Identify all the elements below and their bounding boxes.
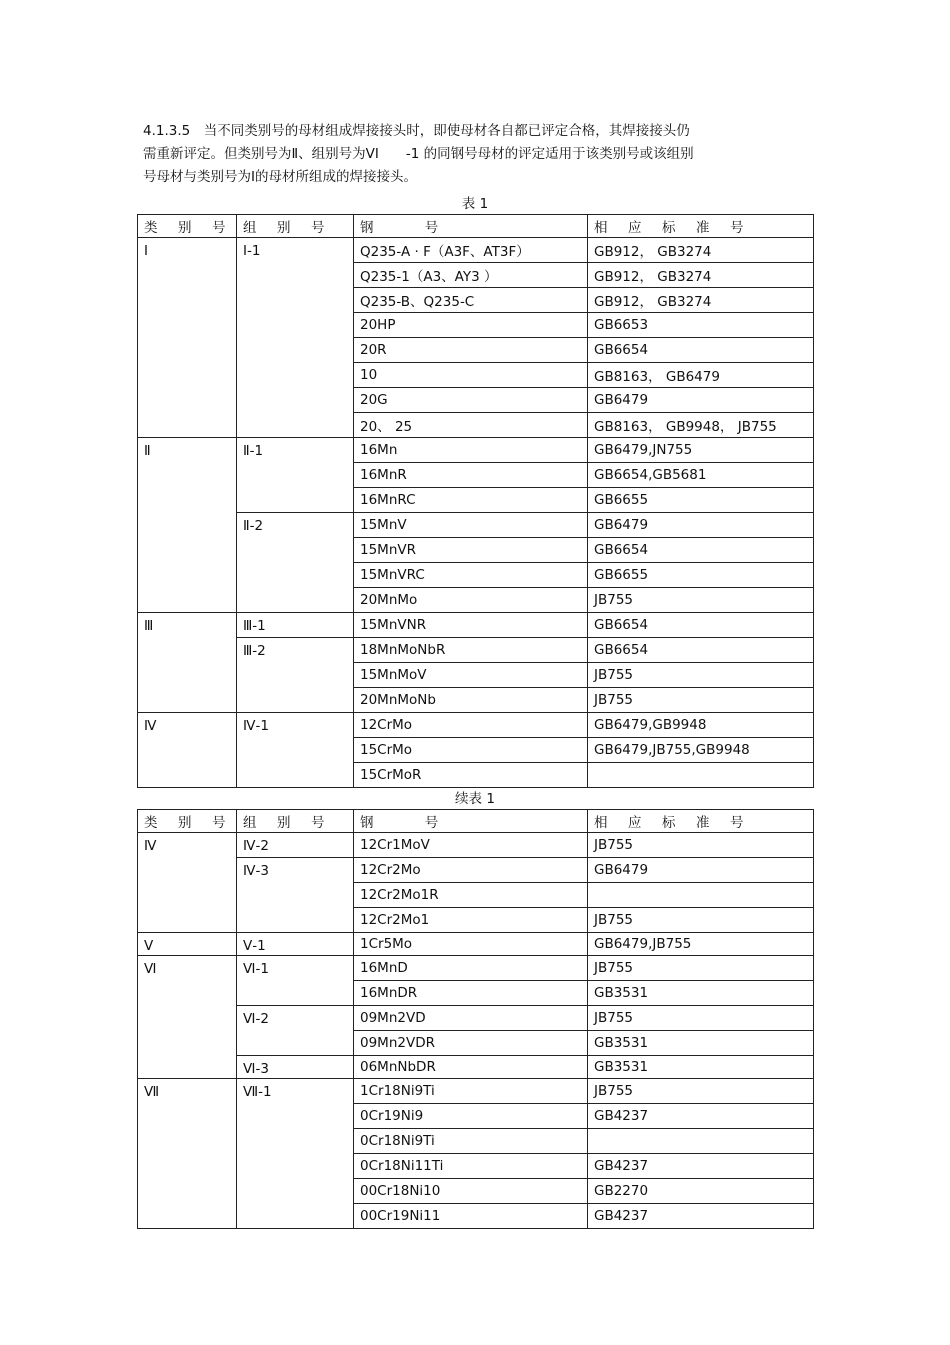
standard-cell [588,883,814,908]
standard-cell: GB6479,GB9948 [588,713,814,738]
paragraph-line-3: 号母材与类别号为Ⅰ的母材所组成的焊接接头。 [143,169,417,185]
standard-cell: GB3531 [588,1031,814,1056]
table-row [138,613,814,638]
group-cell: Ⅳ-1 [237,713,354,788]
steel-cell: 15CrMoR [354,763,588,788]
steel-cell: 16MnRC [354,488,588,513]
group-cell: Ⅳ-3 [237,858,354,933]
table-row [138,1079,814,1104]
standard-cell: GB6654 [588,613,814,638]
class-cell: Ⅴ [138,933,237,956]
standard-cell: GB6479 [588,388,814,413]
table1-caption: 表 1 [461,196,489,212]
table-row [138,833,814,858]
standard-cell: JB755 [588,833,814,858]
table-row [138,638,814,663]
standard-cell: GB2270 [588,1179,814,1204]
group-cell: Ⅱ-2 [237,513,354,613]
table-row [138,956,814,981]
steel-cell: 15MnVNR [354,613,588,638]
steel-cell: 20R [354,338,588,363]
group-cell: Ⅱ-1 [237,438,354,513]
standard-cell: GB8163， GB6479 [588,363,814,388]
group-cell: Ⅵ-3 [237,1056,354,1079]
table-row [138,438,814,463]
standard-cell: JB755 [588,1006,814,1031]
standard-cell: GB912， GB3274 [588,263,814,288]
table-row [138,513,814,538]
paragraph-line-2: 需重新评定。但类别号为Ⅱ、组别号为VI -1 的同钢号母材的评定适用于该类别号或该组别 [143,146,694,162]
header-group: 组 别 号 [237,810,354,833]
standard-cell: GB912， GB3274 [588,238,814,263]
steel-cell: 20、 25 [354,413,588,438]
steel-cell: 15MnV [354,513,588,538]
steel-cell: 15MnVR [354,538,588,563]
header-group: 组 别 号 [237,215,354,238]
standard-cell: GB6479 [588,513,814,538]
steel-cell: 20MnMoNb [354,688,588,713]
steel-cell: 00Cr18Ni10 [354,1179,588,1204]
group-cell: Ⅲ-1 [237,613,354,638]
standard-cell: JB755 [588,688,814,713]
table1 [137,214,814,788]
steel-cell: 20HP [354,313,588,338]
steel-cell: 0Cr18Ni11Ti [354,1154,588,1179]
standard-cell: JB755 [588,956,814,981]
steel-cell: 12Cr2Mo [354,858,588,883]
standard-cell: GB6479,JB755,GB9948 [588,738,814,763]
standard-cell: GB6653 [588,313,814,338]
table2 [137,809,814,1229]
steel-cell: 20G [354,388,588,413]
standard-cell: GB6479 [588,858,814,883]
standard-cell: GB6655 [588,563,814,588]
header-standard: 相 应 标 准 号 [588,810,814,833]
standard-cell: GB6654 [588,638,814,663]
header-class: 类 别 号 [138,810,237,833]
steel-cell: 16MnDR [354,981,588,1006]
intro-paragraph [143,120,823,189]
group-cell: Ⅴ-1 [237,933,354,956]
steel-cell: 12Cr1MoV [354,833,588,858]
table2-header-row [138,810,814,833]
class-cell: Ⅳ [138,833,237,933]
group-cell: Ⅵ-2 [237,1006,354,1056]
standard-cell: JB755 [588,908,814,933]
paragraph-line-1: 4.1.3.5 当不同类别号的母材组成焊接接头时，即使母材各自都已评定合格，其焊接接头仍 [143,123,690,139]
steel-cell: 00Cr19Ni11 [354,1204,588,1229]
standard-cell [588,763,814,788]
standard-cell: GB3531 [588,981,814,1006]
standard-cell: JB755 [588,663,814,688]
steel-cell: 12CrMo [354,713,588,738]
table-row [138,238,814,263]
standard-cell: GB6654 [588,538,814,563]
steel-cell: 0Cr19Ni9 [354,1104,588,1129]
standard-cell: JB755 [588,1079,814,1104]
standard-cell: GB912， GB3274 [588,288,814,313]
steel-cell: 1Cr18Ni9Ti [354,1079,588,1104]
standard-cell: GB3531 [588,1056,814,1079]
steel-cell: 10 [354,363,588,388]
steel-cell: 0Cr18Ni9Ti [354,1129,588,1154]
group-cell: Ⅲ-2 [237,638,354,713]
standard-cell: GB6654 [588,338,814,363]
class-cell: Ⅰ [138,238,237,438]
standard-cell: GB4237 [588,1104,814,1129]
table-row [138,1056,814,1079]
group-cell: Ⅰ-1 [237,238,354,438]
steel-cell: 09Mn2VD [354,1006,588,1031]
standard-cell: GB6479,JN755 [588,438,814,463]
steel-cell: Q235-1（A3、AY3 ） [354,263,588,288]
steel-cell: 09Mn2VDR [354,1031,588,1056]
steel-cell: 16MnD [354,956,588,981]
group-cell: Ⅳ-2 [237,833,354,858]
group-cell: Ⅶ-1 [237,1079,354,1229]
standard-cell: GB6479,JB755 [588,933,814,956]
header-standard: 相 应 标 准 号 [588,215,814,238]
class-cell: Ⅳ [138,713,237,788]
table-row [138,1006,814,1031]
steel-cell: Q235-B、Q235-C [354,288,588,313]
table2-caption: 续表 1 [455,791,495,807]
class-cell: Ⅱ [138,438,237,613]
steel-cell: Q235-A · F（A3F、AT3F） [354,238,588,263]
steel-cell: 16Mn [354,438,588,463]
header-steel: 钢 号 [354,810,588,833]
standard-cell [588,1129,814,1154]
header-steel: 钢 号 [354,215,588,238]
standard-cell: JB755 [588,588,814,613]
standard-cell: GB4237 [588,1204,814,1229]
header-class: 类 别 号 [138,215,237,238]
table-row [138,933,814,956]
steel-cell: 20MnMo [354,588,588,613]
steel-cell: 15CrMo [354,738,588,763]
standard-cell: GB6654,GB5681 [588,463,814,488]
steel-cell: 12Cr2Mo1 [354,908,588,933]
table1-header-row [138,215,814,238]
standard-cell: GB4237 [588,1154,814,1179]
table-row [138,713,814,738]
steel-cell: 15MnMoV [354,663,588,688]
class-cell: Ⅵ [138,956,237,1079]
steel-cell: 15MnVRC [354,563,588,588]
steel-cell: 12Cr2Mo1R [354,883,588,908]
group-cell: Ⅵ-1 [237,956,354,1006]
standard-cell: GB6655 [588,488,814,513]
table-row [138,858,814,883]
standard-cell: GB8163， GB9948， JB755 [588,413,814,438]
steel-cell: 06MnNbDR [354,1056,588,1079]
class-cell: Ⅲ [138,613,237,713]
steel-cell: 1Cr5Mo [354,933,588,956]
steel-cell: 16MnR [354,463,588,488]
class-cell: Ⅶ [138,1079,237,1229]
steel-cell: 18MnMoNbR [354,638,588,663]
